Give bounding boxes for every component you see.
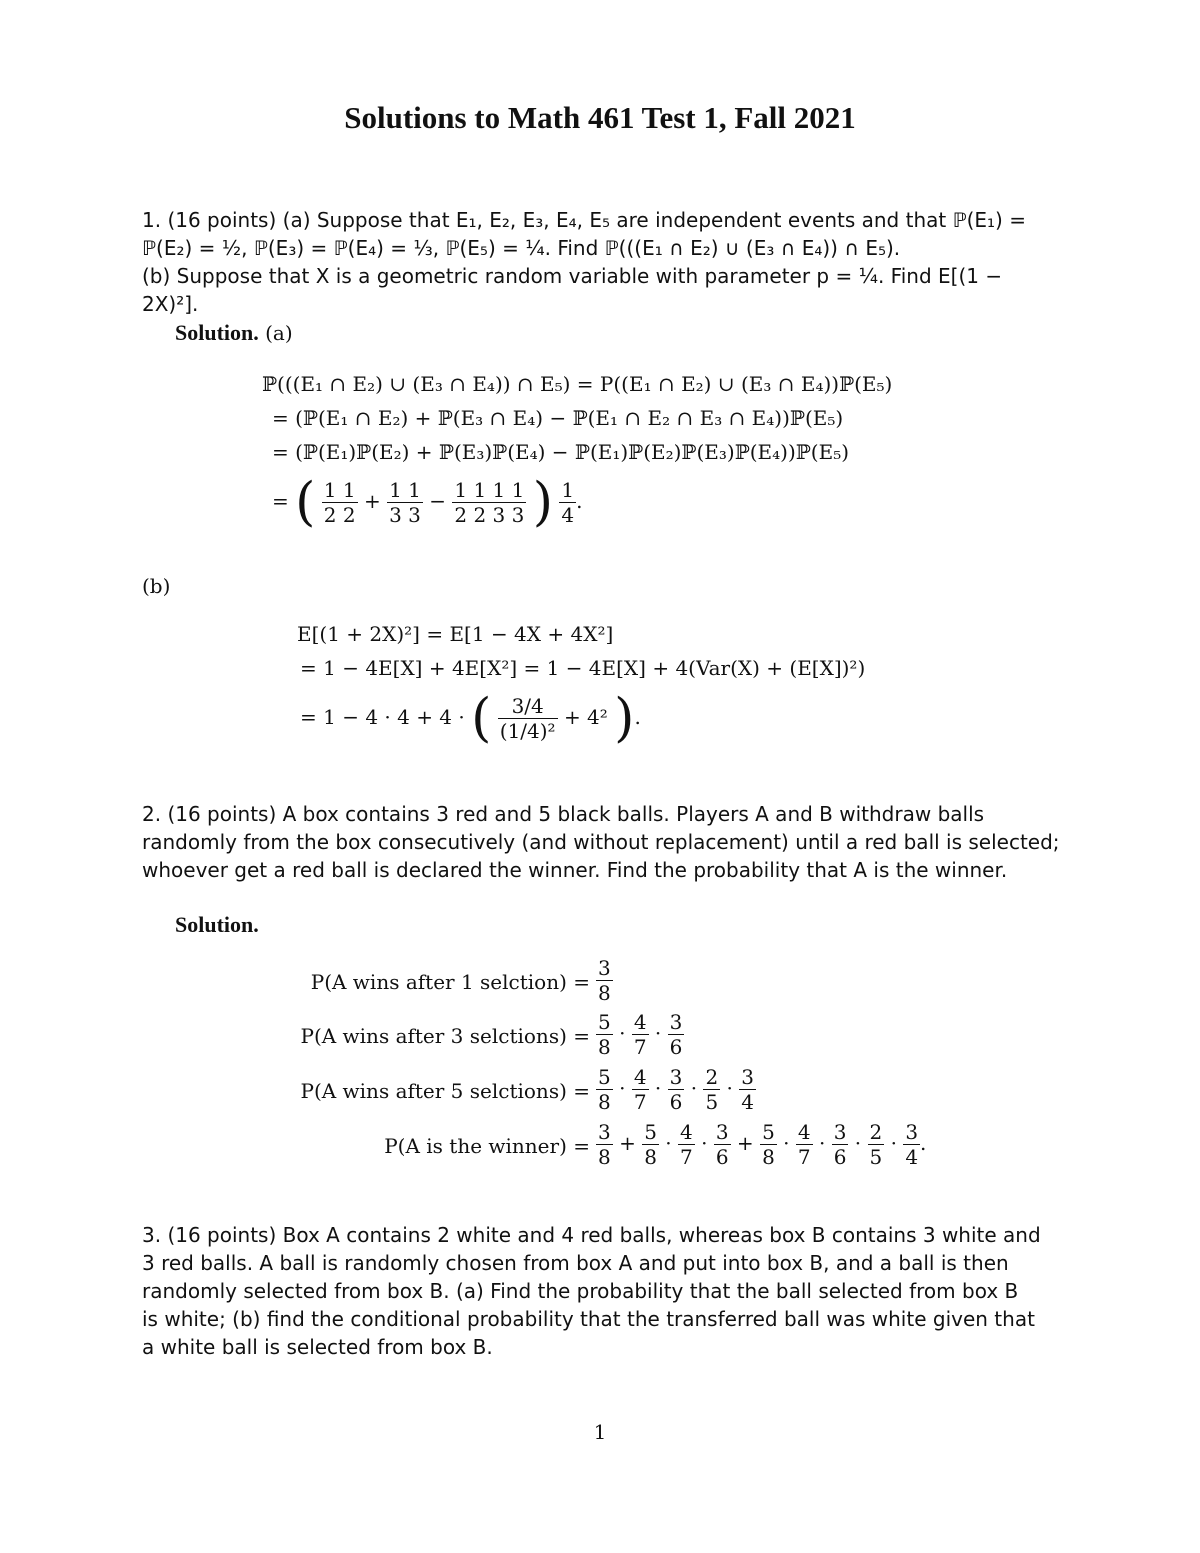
row1-lhs: P(A wins after 1 selction) = xyxy=(310,970,590,994)
solution-1a-eq-1: ℙ(((E₁ ∩ E₂) ∪ (E₃ ∩ E₄)) ∩ E₅) = P((E₁ ∩ E₂) ∪ (E₃ ∩ E₄))ℙ(E₅) xyxy=(262,372,893,396)
problem-1-line-2: ℙ(E₂) = ½, ℙ(E₃) = ℙ(E₄) = ⅓, ℙ(E₅) = ¼. Find ℙ(((E₁ ∩ E₂) ∪ (E₃ ∩ E₄)) ∩ E₅). xyxy=(142,236,901,260)
row2-lhs-wrap xyxy=(0,1010,590,1048)
problem-3-line-3: randomly selected from box B. (a) Find the probability that the ball selected from box B xyxy=(142,1279,1019,1303)
row4-rhs: $\frac{3}{8}$ + $\frac{5}{8}$ · $\frac{4}{7}$ · $\frac{3}{6}$ + $\frac{5}{8}$ · $\frac{4}{7}$ · $\frac{3}{6}$ · $\frac{2}{5}$ · $\frac{3}{4}$ . xyxy=(598,1120,927,1169)
problem-2-line-2: randomly from the box consecutively (and without replacement) until a red ball is selected; xyxy=(142,830,1060,854)
right-paren: ) xyxy=(614,688,635,749)
problem-2-line-3: whoever get a red ball is declared the winner. Find the probability that A is the winner. xyxy=(142,858,1008,882)
solution-1b-eq-3: = 1 − 4 · 4 + 4 · ( $\frac{3/4}{\text{(1/4)²}}$ + 4² ). xyxy=(300,688,641,749)
row2-lhs: P(A wins after 3 selctions) = xyxy=(300,1024,590,1048)
row3-rhs: $\frac{5}{8}$ · $\frac{4}{7}$ · $\frac{3}{6}$ · $\frac{2}{5}$ · $\frac{3}{4}$ xyxy=(598,1065,754,1114)
solution-1b-eq-2: = 1 − 4E[X] + 4E[X²] = 1 − 4E[X] + 4(Var(X) + (E[X])²) xyxy=(300,656,866,680)
problem-2 xyxy=(142,800,1060,884)
problem-1-line-3: (b) Suppose that X is a geometric random variable with parameter p = ¼. Find E[(1 − 2X)²]. xyxy=(142,264,1003,316)
row1-rhs: $\frac{3}{8}$ xyxy=(598,956,611,1005)
fraction: $\frac{1 1}{3 3}$ xyxy=(389,478,421,527)
row2-rhs: $\frac{5}{8}$ · $\frac{4}{7}$ · $\frac{3}{6}$ xyxy=(598,1010,683,1059)
problem-3 xyxy=(142,1221,1060,1361)
solution-1a-eq-2: = (ℙ(E₁ ∩ E₂) + ℙ(E₃ ∩ E₄) − ℙ(E₁ ∩ E₂ ∩ E₃ ∩ E₄))ℙ(E₅) xyxy=(272,406,844,430)
right-paren: ) xyxy=(532,472,554,533)
part-a-label: (a) xyxy=(265,321,293,345)
solution-1a-eq-3: = (ℙ(E₁)ℙ(E₂) + ℙ(E₃)ℙ(E₄) − ℙ(E₁)ℙ(E₂)ℙ(E₃)ℙ(E₄))ℙ(E₅) xyxy=(272,440,850,464)
problem-1-line-1: 1. (16 points) (a) Suppose that E₁, E₂, E₃, E₄, E₅ are independent events and that ℙ(E₁) = xyxy=(142,208,1026,232)
solution-1b-eq-1: E[(1 + 2X)²] = E[1 − 4X + 4X²] xyxy=(297,622,614,646)
fraction: $\frac{1 1}{2 2}$ xyxy=(323,478,356,527)
row1-lhs-wrap xyxy=(0,956,590,994)
row3-lhs: P(A wins after 5 selctions) = xyxy=(300,1079,590,1103)
document-title: Solutions to Math 461 Test 1, Fall 2021 xyxy=(344,100,856,135)
solution-label: Solution. xyxy=(175,912,259,937)
row4-lhs-wrap xyxy=(0,1120,590,1158)
page-number: 1 xyxy=(593,1420,607,1444)
solution-label: Solution. xyxy=(175,320,259,345)
solution-2-heading xyxy=(175,912,259,938)
problem-3-line-2: 3 red balls. A ball is randomly chosen from box A and put into box B, and a ball is then xyxy=(142,1251,1009,1275)
fraction: $\frac{1 1 1 1}{2 2 3 3}$ xyxy=(454,478,525,527)
row4-lhs: P(A is the winner) = xyxy=(384,1134,590,1158)
solution-1a-eq-4: = ( $\frac{1 1}{2 2}$ + $\frac{1 1}{3 3}$ − $\frac{1 1 1 1}{2 2 3 3}$ ) $\frac{1}{4}$ . xyxy=(272,472,583,533)
problem-2-line-1: 2. (16 points) A box contains 3 red and 5 black balls. Players A and B withdraw balls xyxy=(142,802,985,826)
left-paren: ( xyxy=(295,472,316,533)
problem-1 xyxy=(142,206,1060,318)
left-paren: ( xyxy=(471,688,492,749)
solution-1-heading xyxy=(175,320,293,346)
eqb3-tail: + 4² xyxy=(563,705,608,729)
part-b-label: (b) xyxy=(142,574,171,598)
problem-3-line-4: is white; (b) find the conditional probability that the transferred ball was white given that xyxy=(142,1307,1035,1331)
problem-3-line-1: 3. (16 points) Box A contains 2 white and 4 red balls, whereas box B contains 3 white and xyxy=(142,1223,1041,1247)
row3-lhs-wrap xyxy=(0,1065,590,1103)
problem-3-line-5: a white ball is selected from box B. xyxy=(142,1335,493,1359)
eqb3-prefix: = 1 − 4 · 4 + 4 · xyxy=(300,705,465,729)
eq4-prefix: = xyxy=(272,489,289,513)
fraction: $\frac{3/4}{\text{(1/4)²}}$ xyxy=(499,694,556,743)
fraction: $\frac{1}{4}$ xyxy=(561,478,575,527)
